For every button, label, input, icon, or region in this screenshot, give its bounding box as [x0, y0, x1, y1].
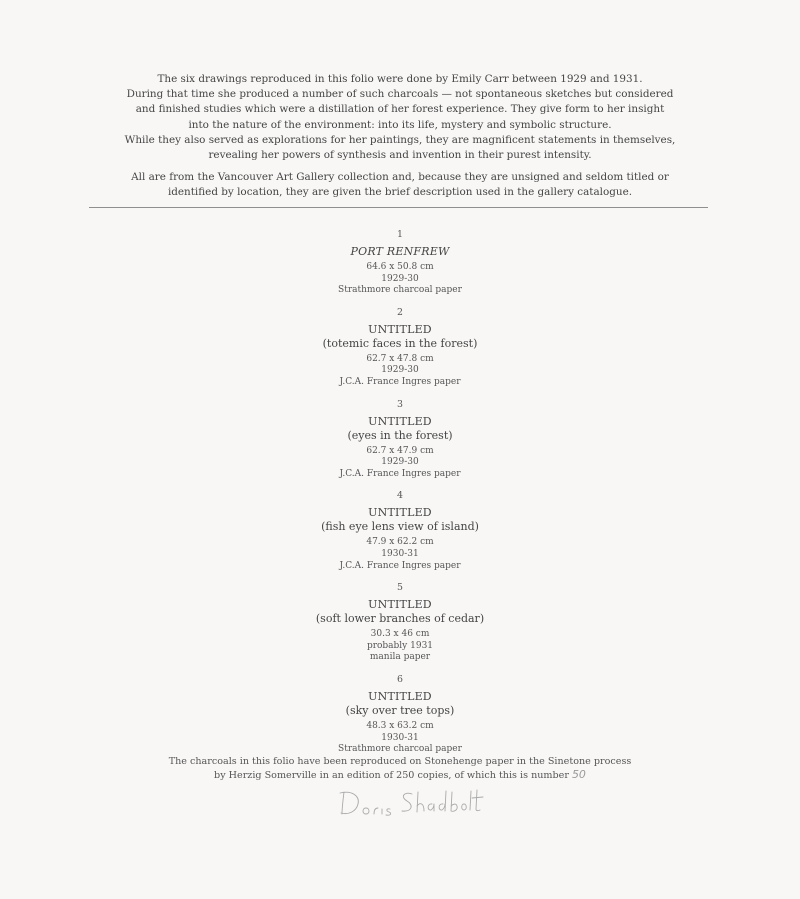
entry-date: 1929-30 [381, 273, 419, 284]
entry-dimensions: 47.9 x 62.2 cm [366, 537, 434, 548]
entry-subtitle: (totemic faces in the forest) [322, 336, 478, 350]
entry-subtitle: (sky over tree tops) [345, 703, 455, 717]
intro-line: and finished studies which were a distillation of her forest experience. They give form to her insight [135, 103, 665, 116]
catalogue-entry [0, 489, 800, 572]
entry-title: UNTITLED [368, 598, 432, 612]
entry-subtitle: (eyes in the forest) [347, 428, 453, 442]
entry-title: UNTITLED [368, 689, 432, 703]
entry-date: 1929-30 [381, 365, 419, 376]
entry-medium: manila paper [369, 652, 431, 663]
entry-number: 5 [397, 582, 403, 594]
catalogue-entry [0, 581, 800, 664]
colophon-line-1: The charcoals in this folio have been reproduced on Stonehenge paper in the Sinetone process [168, 756, 632, 767]
catalogue-entry [0, 228, 800, 297]
catalogue-entry [0, 673, 800, 756]
colophon-line-2 [0, 768, 800, 782]
colophon-line-2-text: by Herzig Somerville in an edition of 250 copies, of which this is number [214, 770, 569, 782]
entry-medium: J.C.A. France Ingres paper [339, 468, 461, 479]
intro-text [0, 72, 800, 201]
edition-number: 50 [571, 768, 586, 782]
entry-number: 1 [397, 229, 403, 240]
entry-number: 4 [397, 490, 403, 502]
intro-paragraph-2 [0, 170, 800, 200]
entry-medium: Strathmore charcoal paper [338, 285, 462, 296]
entry-title: UNTITLED [368, 322, 432, 336]
entry-title: UNTITLED [368, 414, 432, 428]
entry-date: probably 1931 [366, 640, 434, 651]
catalogue-entry [0, 306, 800, 389]
intro-paragraph-1 [0, 72, 800, 163]
entry-dimensions: 62.7 x 47.8 cm [366, 353, 434, 364]
divider-rule [89, 207, 708, 208]
entry-date: 1930-31 [381, 732, 419, 743]
entry-medium: J.C.A. France Ingres paper [339, 560, 461, 571]
entry-dimensions: 30.3 x 46 cm [370, 629, 430, 640]
entry-medium: J.C.A. France Ingres paper [339, 376, 461, 387]
entry-dimensions: 62.7 x 47.9 cm [366, 445, 434, 456]
catalogue-entry [0, 398, 800, 481]
intro-line: identified by location, they are given the brief description used in the gallery catalogue. [167, 186, 633, 199]
catalogue-list [0, 228, 800, 765]
intro-line: While they also served as explorations for her paintings, they are magnificent statements in themselves, [124, 133, 676, 146]
entry-dimensions: 48.3 x 63.2 cm [366, 720, 434, 731]
colophon [0, 755, 800, 783]
entry-date: 1930-31 [381, 548, 419, 559]
signature-doris-shadbolt [330, 782, 490, 822]
entry-subtitle: (fish eye lens view of island) [321, 520, 479, 534]
intro-line: During that time she produced a number of such charcoals — not spontaneous sketches but considered [126, 88, 674, 101]
entry-number: 3 [397, 398, 403, 410]
intro-line: into the nature of the environment: into its life, mystery and symbolic structure. [188, 118, 612, 131]
intro-line: The six drawings reproduced in this folio were done by Emily Carr between 1929 and 1931. [157, 73, 643, 85]
entry-dimensions: 64.6 x 50.8 cm [366, 262, 434, 272]
entry-medium: Strathmore charcoal paper [338, 744, 462, 755]
entry-title: PORT RENFREW [350, 245, 450, 258]
entry-date: 1929-30 [381, 457, 419, 468]
intro-line: revealing her powers of synthesis and invention in their purest intensity. [208, 149, 592, 162]
paragraph-spacer [0, 163, 800, 170]
entry-number: 2 [397, 306, 403, 318]
entry-title: UNTITLED [368, 506, 432, 520]
entry-number: 6 [397, 673, 403, 685]
intro-line: All are from the Vancouver Art Gallery collection and, because they are unsigned and seldom titled or [131, 171, 669, 184]
entry-subtitle: (soft lower branches of cedar) [315, 612, 485, 626]
